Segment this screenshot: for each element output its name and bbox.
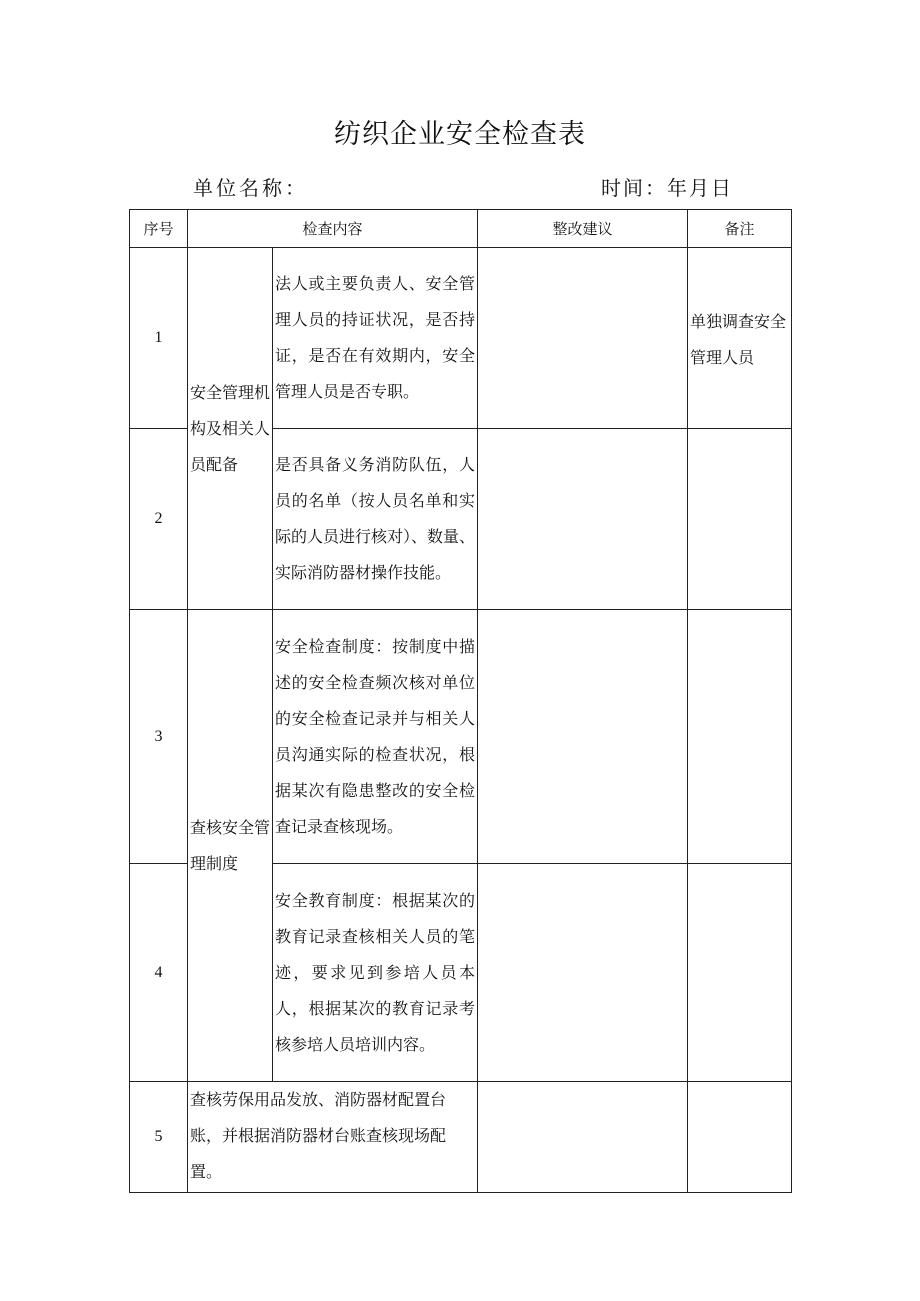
category-personnel: 安全管理机构及相关人员配备 [188,248,273,610]
suggestion-cell[interactable] [478,248,688,429]
header-seq: 序号 [130,210,188,248]
table-row [130,1082,792,1193]
table-header-row [130,210,792,248]
remark-cell [688,610,792,864]
suggestion-cell[interactable] [478,429,688,610]
check-item: 安全教育制度：根据某次的教育记录查核相关人员的笔迹，要求见到参培人员本人，根据某次的教育记录考核参培人员培训内容。 [273,864,478,1082]
category-management-system: 查核安全管理制度 [188,610,273,1082]
remark-cell [688,864,792,1082]
row-number: 1 [130,248,188,429]
row-number: 5 [130,1082,188,1193]
header-remark: 备注 [688,210,792,248]
remark-cell [688,1082,792,1193]
header-suggestion: 整改建议 [478,210,688,248]
row-number: 2 [130,429,188,610]
unit-name-label: 单位名称： [193,176,308,200]
check-item: 法人或主要负责人、安全管理人员的持证状况，是否持证，是否在有效期内，安全管理人员是否专职。 [273,248,478,429]
suggestion-cell[interactable] [478,1082,688,1193]
row-number: 4 [130,864,188,1082]
row-number: 3 [130,610,188,864]
check-item: 查核劳保用品发放、消防器材配置台账，并根据消防器材台账查核现场配置。 [188,1082,478,1193]
table-row [130,610,792,864]
inspection-table [129,209,792,1193]
header-content: 检查内容 [188,210,478,248]
remark-cell: 单独调查安全管理人员 [688,248,792,429]
check-item: 安全检查制度：按制度中描述的安全检查频次核对单位的安全检查记录并与相关人员沟通实际的检查状况，根据某次有隐患整改的安全检查记录查核现场。 [273,610,478,864]
remark-cell [688,429,792,610]
date-label: 时间：年月日 [601,176,733,200]
suggestion-cell[interactable] [478,610,688,864]
page-title: 纺织企业安全检查表 [334,119,586,150]
suggestion-cell[interactable] [478,864,688,1082]
check-item: 是否具备义务消防队伍，人员的名单（按人员名单和实际的人员进行核对）、数量、实际消防器材操作技能。 [273,429,478,610]
table-row [130,248,792,429]
